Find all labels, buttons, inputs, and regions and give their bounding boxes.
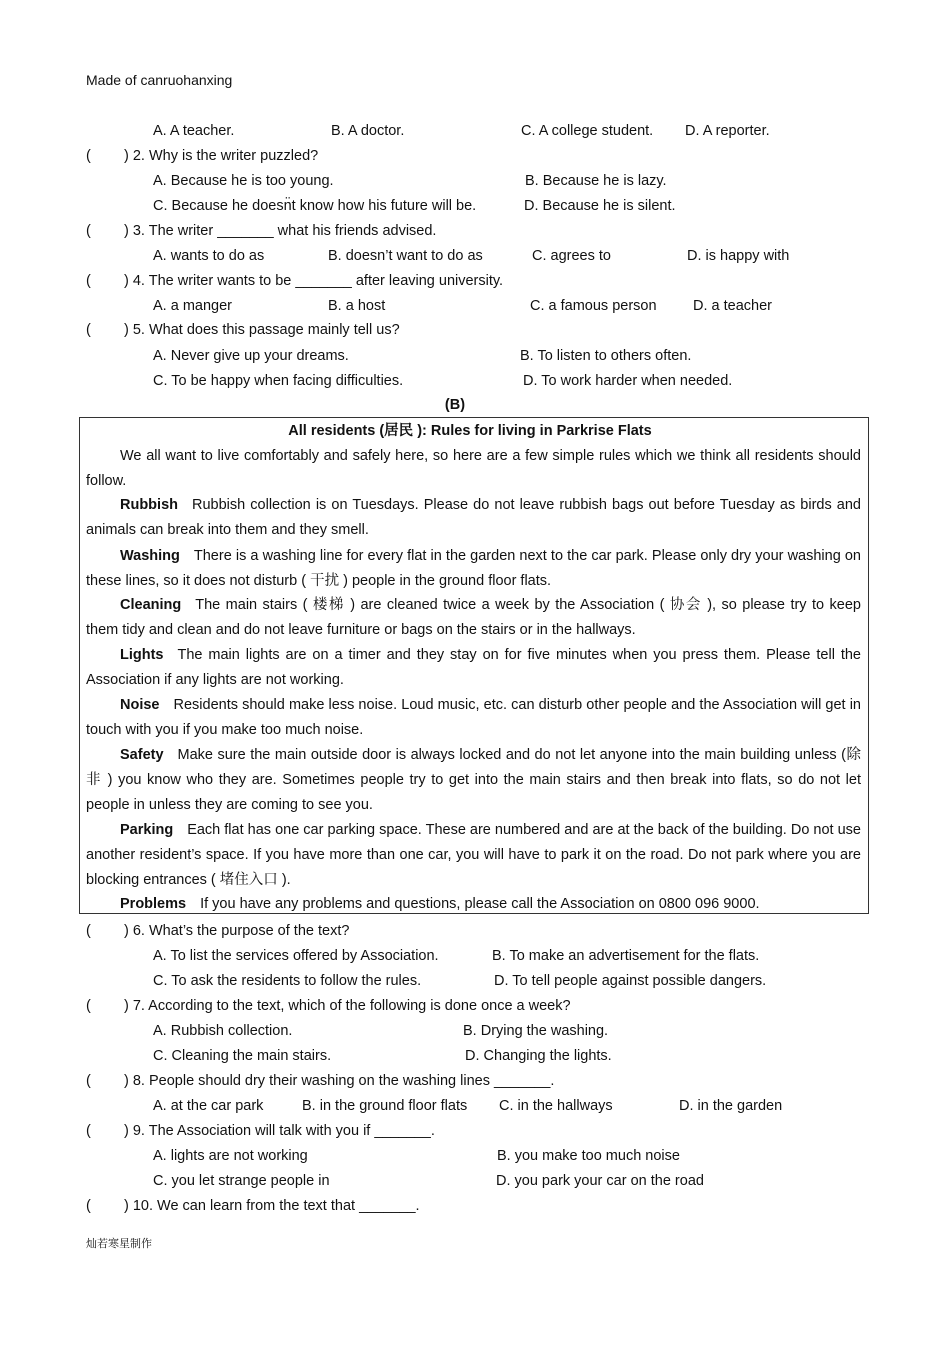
q1-option-d: D. A reporter. xyxy=(685,123,770,139)
rules-intro-text: We all want to live comfortably and safely here, so here are a few simple rules which we think all residents should follow. xyxy=(86,448,861,489)
rule-label: Safety xyxy=(120,747,164,763)
q9-stem xyxy=(86,1122,435,1140)
q2-option-b: B. Because he is lazy. xyxy=(525,173,667,189)
q1-option-a: A. A teacher. xyxy=(153,123,235,139)
q4-option-b: B. a host xyxy=(328,298,386,314)
q7-option-c: C. Cleaning the main stairs. xyxy=(153,1048,332,1064)
rule-text: The main lights are on a timer and they stay on for five minutes when you press them. Please tell the Association if any lights are not working. xyxy=(86,647,861,688)
rule-text: Rubbish collection is on Tuesdays. Please do not leave rubbish bags out before Tuesday as birds and animals can break into them and they smell. xyxy=(86,497,861,538)
rule-label: Noise xyxy=(120,697,160,713)
q2-text: ) 2. Why is the writer puzzled? xyxy=(124,148,319,164)
answer-paren: ( xyxy=(86,1198,91,1214)
q4-stem xyxy=(86,272,503,290)
q6-stem xyxy=(86,922,349,940)
q3-option-a: A. wants to do as xyxy=(153,248,265,264)
q8-text: ) 8. People should dry their washing on the washing lines _______. xyxy=(124,1073,555,1089)
q5-text: ) 5. What does this passage mainly tell us? xyxy=(124,322,400,338)
q3-text: ) 3. The writer _______ what his friends advised. xyxy=(124,223,437,239)
q6-option-a: A. To list the services offered by Association. xyxy=(153,948,439,964)
q6-option-b: B. To make an advertisement for the flats. xyxy=(492,948,760,964)
rule-text: Make sure the main outside door is always locked and do not let anyone into the main building unless (除非 ) you know who they are. Sometimes people try to get into the main stairs and then break into flats, so do not let people in unless they are coming to see you. xyxy=(86,747,861,813)
page-header: Made of canruohanxing xyxy=(86,72,233,88)
q8-option-a: A. at the car park xyxy=(153,1098,264,1114)
rule-washing xyxy=(86,544,861,594)
q8-stem xyxy=(86,1072,554,1090)
rules-intro xyxy=(86,444,861,494)
q8-option-b: B. in the ground floor flats xyxy=(302,1098,468,1114)
page-footer: 灿若寒星制作 xyxy=(86,1238,152,1250)
rule-label: Parking xyxy=(120,822,174,838)
q10-text: ) 10. We can learn from the text that _______. xyxy=(124,1198,420,1214)
q10-stem xyxy=(86,1197,420,1215)
q9-option-d: D. you park your car on the road xyxy=(496,1173,704,1189)
q8-option-d: D. in the garden xyxy=(679,1098,783,1114)
answer-paren: ( xyxy=(86,273,91,289)
rule-label: Cleaning xyxy=(120,597,182,613)
answer-paren: ( xyxy=(86,322,91,338)
rule-noise xyxy=(86,693,861,743)
rule-problems xyxy=(86,892,861,917)
q5-option-b: B. To listen to others often. xyxy=(520,348,692,364)
q3-option-c: C. agrees to xyxy=(532,248,611,264)
q6-option-c: C. To ask the residents to follow the rules. xyxy=(153,973,422,989)
q7-text: ) 7. According to the text, which of the following is done once a week? xyxy=(124,998,571,1014)
answer-paren: ( xyxy=(86,998,91,1014)
q3-stem xyxy=(86,222,436,240)
answer-paren: ( xyxy=(86,923,91,939)
rule-safety xyxy=(86,743,861,818)
q2-stem xyxy=(86,147,318,165)
q6-text: ) 6. What’s the purpose of the text? xyxy=(124,923,350,939)
q4-option-c: C. a famous person xyxy=(530,298,657,314)
q5-option-d: D. To work harder when needed. xyxy=(523,373,733,389)
q9-option-b: B. you make too much noise xyxy=(497,1148,680,1164)
answer-paren: ( xyxy=(86,1123,91,1139)
q7-option-a: A. Rubbish collection. xyxy=(153,1023,293,1039)
section-label: (B) xyxy=(444,397,466,413)
rule-rubbish xyxy=(86,493,861,543)
answer-paren: ( xyxy=(86,148,91,164)
q3-option-d: D. is happy with xyxy=(687,248,790,264)
q1-option-b: B. A doctor. xyxy=(331,123,405,139)
q2-option-d: D. Because he is silent. xyxy=(524,198,676,214)
q7-option-b: B. Drying the washing. xyxy=(463,1023,609,1039)
q5-option-c: C. To be happy when facing difficulties. xyxy=(153,373,404,389)
rule-text: There is a washing line for every flat in the garden next to the car park. Please only dry your washing on these lines, so it does not disturb ( 干扰 ) people in the ground floor flats. xyxy=(86,548,861,589)
q2-option-c: C. Because he doesn̈t know how his future will be. xyxy=(153,198,477,214)
q4-option-d: D. a teacher xyxy=(693,298,772,314)
answer-paren: ( xyxy=(86,1073,91,1089)
rule-label: Washing xyxy=(120,548,180,564)
q8-option-c: C. in the hallways xyxy=(499,1098,613,1114)
q9-option-c: C. you let strange people in xyxy=(153,1173,330,1189)
rule-label: Lights xyxy=(120,647,164,663)
rule-lights xyxy=(86,643,861,693)
q5-stem xyxy=(86,321,400,339)
q9-text: ) 9. The Association will talk with you if _______. xyxy=(124,1123,435,1139)
q3-option-b: B. doesn’t want to do as xyxy=(328,248,483,264)
rules-title: All residents (居民 ): Rules for living in Parkrise Flats xyxy=(288,423,652,439)
q2-option-a: A. Because he is too young. xyxy=(153,173,334,189)
rule-label: Rubbish xyxy=(120,497,178,513)
rule-cleaning xyxy=(86,593,861,643)
q5-option-a: A. Never give up your dreams. xyxy=(153,348,349,364)
q1-option-c: C. A college student. xyxy=(521,123,654,139)
rule-text: The main stairs ( 楼梯 ) are cleaned twice a week by the Association ( 协会 ), so please try to keep them tidy and clean and do not leave furniture or bags on the stairs or in the hallways. xyxy=(86,597,861,638)
rule-text: Residents should make less noise. Loud music, etc. can disturb other people and the Association will get in touch with you if you make too much noise. xyxy=(86,697,861,738)
rule-text: Each flat has one car parking space. These are numbered and are at the back of the building. Do not use another resident’s space. If you have more than one car, you will have to park it on the road. Do not park where you are blocking entrances ( 堵住入口 ). xyxy=(86,822,861,888)
rule-label: Problems xyxy=(120,896,187,912)
q7-option-d: D. Changing the lights. xyxy=(465,1048,612,1064)
rule-text: If you have any problems and questions, please call the Association on 0800 096 9000. xyxy=(200,896,760,912)
answer-paren: ( xyxy=(86,223,91,239)
q9-option-a: A. lights are not working xyxy=(153,1148,308,1164)
q4-option-a: A. a manger xyxy=(153,298,232,314)
q4-text: ) 4. The writer wants to be _______ after leaving university. xyxy=(124,273,504,289)
q6-option-d: D. To tell people against possible dangers. xyxy=(494,973,767,989)
q7-stem xyxy=(86,997,571,1015)
rule-parking xyxy=(86,818,861,893)
